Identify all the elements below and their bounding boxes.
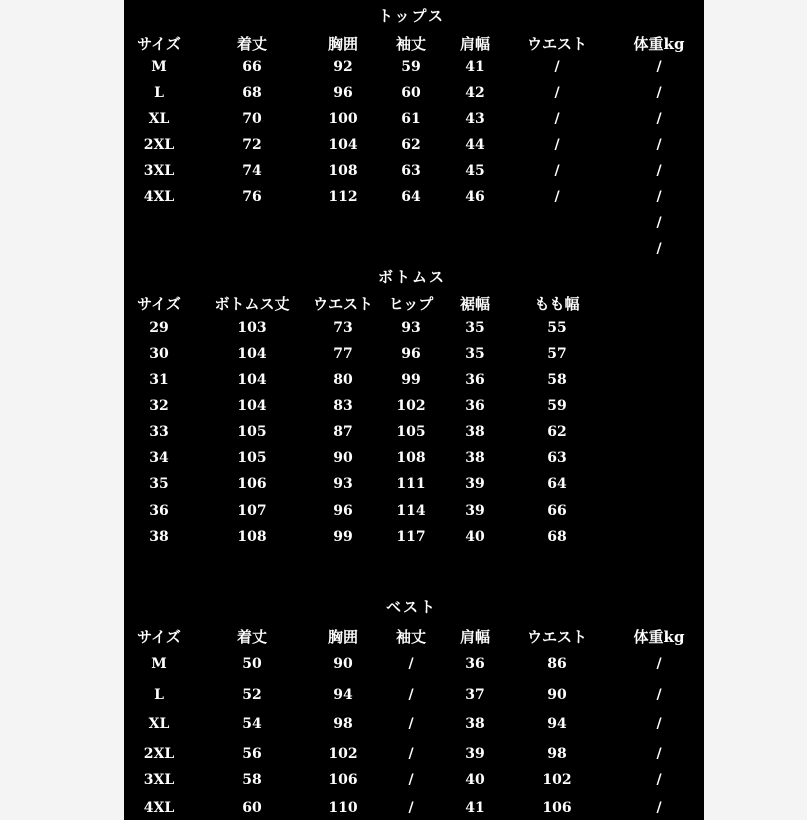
bottoms-table-cell: 39: [465, 503, 485, 519]
bottoms-table-cell: 102: [396, 398, 426, 414]
vest-table-cell: 50: [242, 656, 262, 672]
tops-table-cell: /: [656, 241, 662, 257]
vest-table-cell: 41: [465, 800, 485, 816]
vest-header-cell: 肩幅: [459, 628, 491, 646]
vest-title: ベスト: [386, 598, 438, 616]
bottoms-table-cell: 63: [547, 450, 567, 466]
bottoms-table-cell: 68: [547, 529, 567, 545]
tops-table-cell: /: [656, 85, 662, 101]
tops-table-cell: 76: [242, 189, 262, 205]
tops-header-cell: 着丈: [236, 35, 268, 53]
bottoms-table-cell: 77: [333, 346, 353, 362]
vest-header-cell: 袖丈: [395, 628, 427, 646]
tops-table-cell: 92: [333, 59, 353, 75]
tops-header-cell: 袖丈: [395, 35, 427, 53]
bottoms-header-cell: もも幅: [534, 295, 580, 313]
bottoms-table-cell: 104: [237, 372, 267, 388]
bottoms-table-cell: 39: [465, 476, 485, 492]
vest-table-cell: /: [656, 687, 662, 703]
vest-table-cell: 38: [465, 716, 485, 732]
bottoms-header-cell: 裾幅: [459, 295, 491, 313]
bottoms-table-cell: 108: [237, 529, 267, 545]
bottoms-table-cell: 104: [237, 346, 267, 362]
vest-table-cell: /: [408, 687, 414, 703]
vest-table-cell: 4XL: [143, 800, 175, 816]
bottoms-table-cell: 80: [333, 372, 353, 388]
vest-table-cell: /: [408, 772, 414, 788]
vest-table-cell: /: [408, 716, 414, 732]
bottoms-table-cell: 55: [547, 320, 567, 336]
tops-table-cell: /: [554, 59, 560, 75]
tops-table-cell: 66: [242, 59, 262, 75]
bottoms-table-cell: 29: [149, 320, 169, 336]
tops-table-cell: 68: [242, 85, 262, 101]
bottoms-table-cell: 114: [396, 503, 426, 519]
vest-table-cell: 98: [547, 746, 567, 762]
tops-table-cell: /: [656, 137, 662, 153]
bottoms-table-cell: 93: [333, 476, 353, 492]
bottoms-table-cell: 108: [396, 450, 426, 466]
tops-header-cell: 胸囲: [327, 35, 359, 53]
bottoms-table-cell: 35: [465, 320, 485, 336]
tops-title: トップス: [378, 7, 445, 25]
vest-table-cell: 98: [333, 716, 353, 732]
bottoms-table-cell: 31: [149, 372, 169, 388]
vest-table-cell: 56: [242, 746, 262, 762]
bottoms-table-cell: 107: [237, 503, 267, 519]
bottoms-table-cell: 103: [237, 320, 267, 336]
bottoms-table-cell: 34: [149, 450, 169, 466]
bottoms-title: ボトムス: [378, 268, 447, 286]
bottoms-table-cell: 66: [547, 503, 567, 519]
vest-table-cell: 106: [328, 772, 358, 788]
tops-table-cell: XL: [148, 111, 170, 127]
vest-table-cell: 106: [542, 800, 572, 816]
tops-table-cell: 41: [465, 59, 485, 75]
bottoms-table-cell: 35: [149, 476, 169, 492]
tops-table-cell: 74: [242, 163, 262, 179]
bottoms-table-cell: 40: [465, 529, 485, 545]
vest-table-cell: 54: [242, 716, 262, 732]
tops-table-cell: L: [154, 85, 164, 101]
bottoms-table-cell: 117: [396, 529, 426, 545]
bottoms-table-cell: 36: [465, 398, 485, 414]
vest-table-cell: XL: [148, 716, 170, 732]
tops-table-cell: 62: [401, 137, 421, 153]
bottoms-table-cell: 59: [547, 398, 567, 414]
tops-table-cell: /: [554, 85, 560, 101]
bottoms-table-cell: 35: [465, 346, 485, 362]
bottoms-table-cell: 33: [149, 424, 169, 440]
vest-table-cell: 86: [547, 656, 567, 672]
tops-table-cell: /: [554, 137, 560, 153]
vest-table-cell: 102: [542, 772, 572, 788]
bottoms-table-cell: 93: [401, 320, 421, 336]
bottoms-table-cell: 73: [333, 320, 353, 336]
tops-header-cell: 体重kg: [633, 35, 685, 53]
bottoms-table-cell: 83: [333, 398, 353, 414]
tops-table-cell: 72: [242, 137, 262, 153]
bottoms-header-cell: ウエスト: [312, 295, 374, 313]
bottoms-table-cell: 104: [237, 398, 267, 414]
tops-table-cell: 60: [401, 85, 421, 101]
vest-table-cell: 90: [547, 687, 567, 703]
vest-table-cell: 94: [547, 716, 567, 732]
bottoms-table-cell: 58: [547, 372, 567, 388]
bottoms-table-cell: 87: [333, 424, 353, 440]
tops-table-cell: 96: [333, 85, 353, 101]
vest-table-cell: /: [656, 800, 662, 816]
tops-table-cell: 59: [401, 59, 421, 75]
vest-table-cell: 60: [242, 800, 262, 816]
tops-table-cell: /: [656, 163, 662, 179]
vest-table-cell: 36: [465, 656, 485, 672]
vest-table-cell: 94: [333, 687, 353, 703]
bottoms-table-cell: 57: [547, 346, 567, 362]
tops-table-cell: 100: [328, 111, 358, 127]
tops-table-cell: M: [151, 59, 167, 75]
vest-header-cell: ウエスト: [526, 628, 588, 646]
bottoms-table-cell: 30: [149, 346, 169, 362]
tops-table-cell: /: [554, 111, 560, 127]
tops-table-cell: /: [656, 59, 662, 75]
bottoms-table-cell: 96: [401, 346, 421, 362]
vest-table-cell: /: [656, 656, 662, 672]
vest-table-cell: /: [656, 772, 662, 788]
vest-table-cell: 37: [465, 687, 485, 703]
tops-table-cell: 4XL: [143, 189, 175, 205]
vest-table-cell: /: [656, 746, 662, 762]
bottoms-table-cell: 105: [237, 424, 267, 440]
tops-table-cell: 104: [328, 137, 358, 153]
vest-table-cell: M: [151, 656, 167, 672]
tops-header-cell: サイズ: [137, 35, 181, 53]
bottoms-table-cell: 38: [465, 424, 485, 440]
bottoms-table-cell: 36: [149, 503, 169, 519]
tops-table-cell: 61: [401, 111, 421, 127]
tops-table-cell: 42: [465, 85, 485, 101]
tops-table-cell: 46: [465, 189, 485, 205]
bottoms-table-cell: 105: [237, 450, 267, 466]
vest-header-cell: サイズ: [137, 628, 181, 646]
bottoms-table-cell: 32: [149, 398, 169, 414]
vest-table-cell: 110: [328, 800, 358, 816]
bottoms-table-cell: 36: [465, 372, 485, 388]
vest-table-cell: /: [408, 800, 414, 816]
vest-table-cell: 40: [465, 772, 485, 788]
vest-table-cell: /: [408, 656, 414, 672]
bottoms-table-cell: 64: [547, 476, 567, 492]
tops-table-cell: 112: [328, 189, 358, 205]
tops-table-cell: 2XL: [143, 137, 175, 153]
vest-table-cell: L: [154, 687, 164, 703]
bottoms-table-cell: 90: [333, 450, 353, 466]
tops-table-cell: 3XL: [143, 163, 175, 179]
bottoms-table-cell: 111: [396, 476, 426, 492]
vest-table-cell: 102: [328, 746, 358, 762]
bottoms-header-cell: ボトムス丈: [214, 295, 290, 313]
bottoms-table-cell: 99: [333, 529, 353, 545]
vest-header-cell: 胸囲: [327, 628, 359, 646]
bottoms-table-cell: 105: [396, 424, 426, 440]
tops-table-cell: 44: [465, 137, 485, 153]
tops-table-cell: 64: [401, 189, 421, 205]
tops-table-cell: /: [554, 163, 560, 179]
tops-table-cell: 63: [401, 163, 421, 179]
bottoms-header-cell: ヒップ: [388, 295, 434, 313]
vest-table-cell: 2XL: [143, 746, 175, 762]
vest-table-cell: 39: [465, 746, 485, 762]
bottoms-table-cell: 38: [149, 529, 169, 545]
tops-table-cell: /: [656, 215, 662, 231]
tops-table-cell: 45: [465, 163, 485, 179]
bottoms-table-cell: 99: [401, 372, 421, 388]
tops-table-cell: /: [656, 111, 662, 127]
tops-header-cell: 肩幅: [459, 35, 491, 53]
vest-header-cell: 着丈: [236, 628, 268, 646]
tops-table-cell: /: [656, 189, 662, 205]
vest-table-cell: /: [408, 746, 414, 762]
tops-table-cell: /: [554, 189, 560, 205]
vest-table-cell: 90: [333, 656, 353, 672]
size-chart-sheet: [124, 0, 704, 820]
bottoms-header-cell: サイズ: [137, 295, 181, 313]
tops-table-cell: 70: [242, 111, 262, 127]
vest-table-cell: 58: [242, 772, 262, 788]
bottoms-table-cell: 38: [465, 450, 485, 466]
tops-table-cell: 43: [465, 111, 485, 127]
vest-header-cell: 体重kg: [633, 628, 685, 646]
vest-table-cell: 52: [242, 687, 262, 703]
vest-table-cell: 3XL: [143, 772, 175, 788]
bottoms-table-cell: 62: [547, 424, 567, 440]
vest-table-cell: /: [656, 716, 662, 732]
tops-table-cell: 108: [328, 163, 358, 179]
bottoms-table-cell: 96: [333, 503, 353, 519]
tops-header-cell: ウエスト: [526, 35, 588, 53]
bottoms-table-cell: 106: [237, 476, 267, 492]
